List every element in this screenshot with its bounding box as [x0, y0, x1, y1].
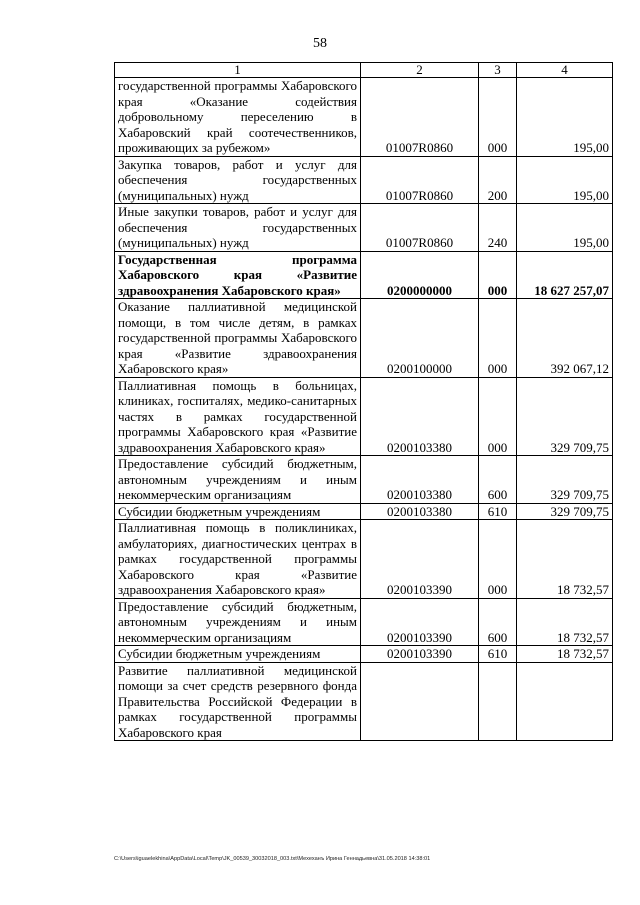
row-code: 0200103390: [361, 598, 479, 646]
row-code: 0200100000: [361, 299, 479, 378]
row-type: 000: [479, 299, 517, 378]
row-name: Предоставление субсидий бюджетным, автономным учреждениям и иным некоммерческим организациям: [115, 598, 361, 646]
row-amount: 329 709,75: [517, 503, 613, 520]
table-row: [115, 377, 613, 456]
row-amount: 392 067,12: [517, 299, 613, 378]
row-amount: 18 627 257,07: [517, 251, 613, 299]
row-name: Оказание паллиативной медицинской помощи, в том числе детям, в рамках государственной программы Хабаровского края «Развитие здравоохранения Хабаровского края»: [115, 299, 361, 378]
row-type: 000: [479, 377, 517, 456]
row-type: [479, 662, 517, 741]
page-number: 58: [313, 36, 327, 51]
row-code: 0200103380: [361, 503, 479, 520]
row-amount: 329 709,75: [517, 377, 613, 456]
row-type: 610: [479, 503, 517, 520]
header-col-1: 1: [115, 63, 361, 78]
table-row: [115, 204, 613, 252]
row-type: 200: [479, 156, 517, 204]
row-type: 000: [479, 520, 517, 599]
row-name: Предоставление субсидий бюджетным, автономным учреждениям и иным некоммерческим организациям: [115, 456, 361, 504]
table-row: [115, 156, 613, 204]
table-row: [115, 598, 613, 646]
row-name: Субсидии бюджетным учреждениям: [115, 646, 361, 663]
row-amount: 329 709,75: [517, 456, 613, 504]
row-amount: 195,00: [517, 204, 613, 252]
table-row: [115, 646, 613, 663]
row-name: Государственная программа Хабаровского края «Развитие здравоохранения Хабаровского края»: [115, 251, 361, 299]
budget-table: [114, 62, 613, 741]
row-amount: 18 732,57: [517, 646, 613, 663]
row-type: 600: [479, 598, 517, 646]
row-type: 000: [479, 78, 517, 157]
row-amount: 195,00: [517, 156, 613, 204]
table-row-program: [115, 251, 613, 299]
row-code: 0200000000: [361, 251, 479, 299]
row-code: [361, 662, 479, 741]
row-amount: [517, 662, 613, 741]
row-name: Развитие паллиативной медицинской помощи за счет средств резервного фонда Правительства Российской Федерации в рамках государственной программы Хабаровского края: [115, 662, 361, 741]
table-row: [115, 78, 613, 157]
row-name: Субсидии бюджетным учреждениям: [115, 503, 361, 520]
row-code: 0200103390: [361, 520, 479, 599]
row-type: 240: [479, 204, 517, 252]
table-row: [115, 456, 613, 504]
row-type: 610: [479, 646, 517, 663]
row-type: 600: [479, 456, 517, 504]
row-code: 01007R0860: [361, 204, 479, 252]
table-row: [115, 662, 613, 741]
row-code: 0200103380: [361, 377, 479, 456]
row-code: 01007R0860: [361, 156, 479, 204]
row-amount: 18 732,57: [517, 520, 613, 599]
table-row: [115, 299, 613, 378]
row-name: Паллиативная помощь в поликлиниках, амбулаториях, диагностических центрах в рамках государственной программы Хабаровского края «Развитие здравоохранения Хабаровского края»: [115, 520, 361, 599]
row-code: 01007R0860: [361, 78, 479, 157]
header-row: [115, 63, 613, 78]
row-name: Закупка товаров, работ и услуг для обеспечения государственных (муниципальных) нужд: [115, 156, 361, 204]
file-path-footer: C:\Users\iguaelekhina\AppData\Local\Temp\JK_00539_30032018_003.txt\Мехеханъ Ирина Геннадьевна\31.05.2018 14:38:01: [114, 856, 431, 862]
row-amount: 18 732,57: [517, 598, 613, 646]
header-col-3: 3: [479, 63, 517, 78]
table-row: [115, 520, 613, 599]
header-col-4: 4: [517, 63, 613, 78]
table-row: [115, 503, 613, 520]
row-type: 000: [479, 251, 517, 299]
row-name: государственной программы Хабаровского края «Оказание содействия добровольному переселению в Хабаровский край соотечественников, проживающих за рубежом»: [115, 78, 361, 157]
row-name: Иные закупки товаров, работ и услуг для обеспечения государственных (муниципальных) нужд: [115, 204, 361, 252]
row-amount: 195,00: [517, 78, 613, 157]
row-code: 0200103390: [361, 646, 479, 663]
row-code: 0200103380: [361, 456, 479, 504]
row-name: Паллиативная помощь в больницах, клиниках, госпиталях, медико-санитарных частях в рамках государственной программы Хабаровского края «Развитие здравоохранения Хабаровского края»: [115, 377, 361, 456]
header-col-2: 2: [361, 63, 479, 78]
